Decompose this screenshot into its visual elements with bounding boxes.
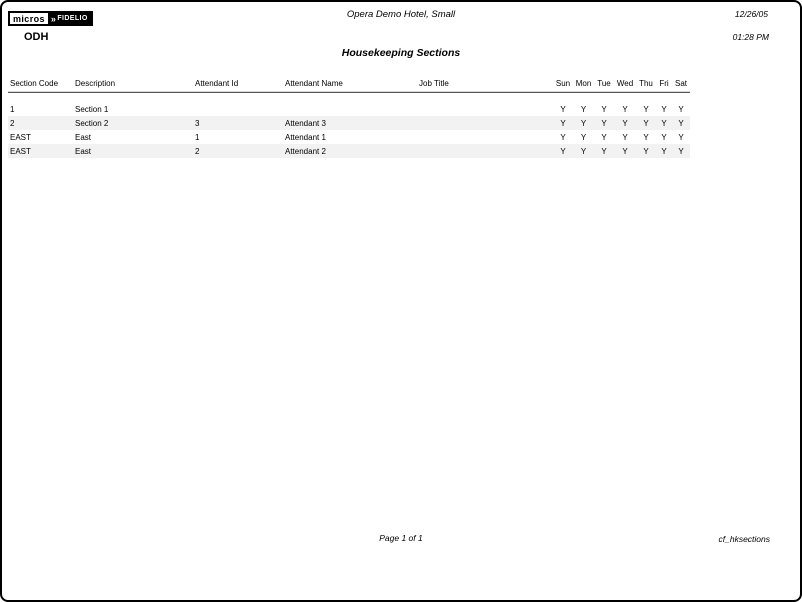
col-header-fri: Fri (659, 79, 669, 88)
fidelio-logo-text: FIDELIO (57, 15, 88, 22)
cell-day-flag: Y (580, 118, 587, 128)
cell-attendant-name: Attendant 3 (285, 118, 326, 128)
cell-day-flag: Y (580, 132, 587, 142)
cell-day-flag: Y (601, 104, 607, 114)
col-header-attendant-id: Attendant Id (195, 79, 239, 88)
col-header-wed: Wed (616, 79, 634, 88)
cell-day-flag: Y (560, 146, 566, 156)
col-header-description: Description (75, 79, 116, 88)
cell-description: East (75, 132, 92, 142)
cell-attendant-name: Attendant 2 (285, 146, 326, 156)
chevron-right-icon: » (50, 13, 57, 24)
report-time: 01:28 PM (732, 32, 769, 42)
cell-day-flag: Y (643, 104, 649, 114)
cell-day-flag: Y (622, 132, 628, 142)
cell-day-flag: Y (643, 146, 649, 156)
report-date: 12/26/05 (734, 9, 768, 19)
cell-day-flag: Y (661, 132, 667, 142)
cell-day-flag: Y (622, 146, 628, 156)
cell-section-code: EAST (10, 132, 31, 142)
col-header-attendant-name: Attendant Name (285, 79, 343, 88)
cell-day-flag: Y (661, 146, 667, 156)
cell-day-flag: Y (622, 118, 628, 128)
col-header-sat: Sat (674, 79, 687, 88)
cell-day-flag: Y (678, 132, 684, 142)
col-header-section-code: Section Code (10, 79, 59, 88)
report-title: Housekeeping Sections (341, 47, 461, 59)
table-row (8, 144, 690, 158)
cell-section-code: EAST (10, 146, 31, 156)
cell-day-flag: Y (580, 146, 587, 156)
cell-attendant-id: 2 (195, 146, 200, 156)
cell-day-flag: Y (643, 132, 649, 142)
table-row (8, 130, 690, 144)
hotel-name: Opera Demo Hotel, Small (346, 9, 456, 20)
cell-day-flag: Y (678, 146, 684, 156)
cell-day-flag: Y (560, 132, 566, 142)
cell-description: Section 1 (75, 104, 109, 114)
cell-description: Section 2 (75, 118, 109, 128)
col-header-thu: Thu (639, 79, 653, 88)
cell-day-flag: Y (661, 118, 667, 128)
cell-day-flag: Y (622, 104, 628, 114)
micros-logo-text: micros (8, 11, 50, 26)
table-header-row (8, 72, 690, 91)
report-code: cf_hksections (718, 534, 770, 544)
table-spacer (8, 93, 690, 102)
property-code: ODH (24, 31, 49, 43)
cell-section-code: 1 (10, 104, 15, 114)
cell-day-flag: Y (601, 118, 607, 128)
col-header-sun: Sun (555, 79, 571, 88)
cell-day-flag: Y (601, 146, 607, 156)
page-number: Page 1 of 1 (379, 533, 423, 543)
cell-description: East (75, 146, 92, 156)
cell-attendant-id: 1 (195, 132, 200, 142)
table-row (8, 102, 690, 116)
cell-attendant-name: Attendant 1 (285, 132, 326, 142)
col-header-tue: Tue (597, 79, 611, 88)
table-body (8, 102, 690, 158)
cell-day-flag: Y (678, 104, 684, 114)
cell-day-flag: Y (643, 118, 649, 128)
cell-day-flag: Y (601, 132, 607, 142)
housekeeping-sections-table (8, 72, 690, 158)
cell-day-flag: Y (661, 104, 667, 114)
cell-day-flag: Y (678, 118, 684, 128)
col-header-mon: Mon (575, 79, 592, 88)
cell-attendant-id: 3 (195, 118, 200, 128)
col-header-job-title: Job Title (419, 79, 449, 88)
cell-section-code: 2 (10, 118, 15, 128)
cell-day-flag: Y (560, 118, 566, 128)
table-row (8, 116, 690, 130)
cell-day-flag: Y (560, 104, 566, 114)
cell-day-flag: Y (580, 104, 587, 114)
